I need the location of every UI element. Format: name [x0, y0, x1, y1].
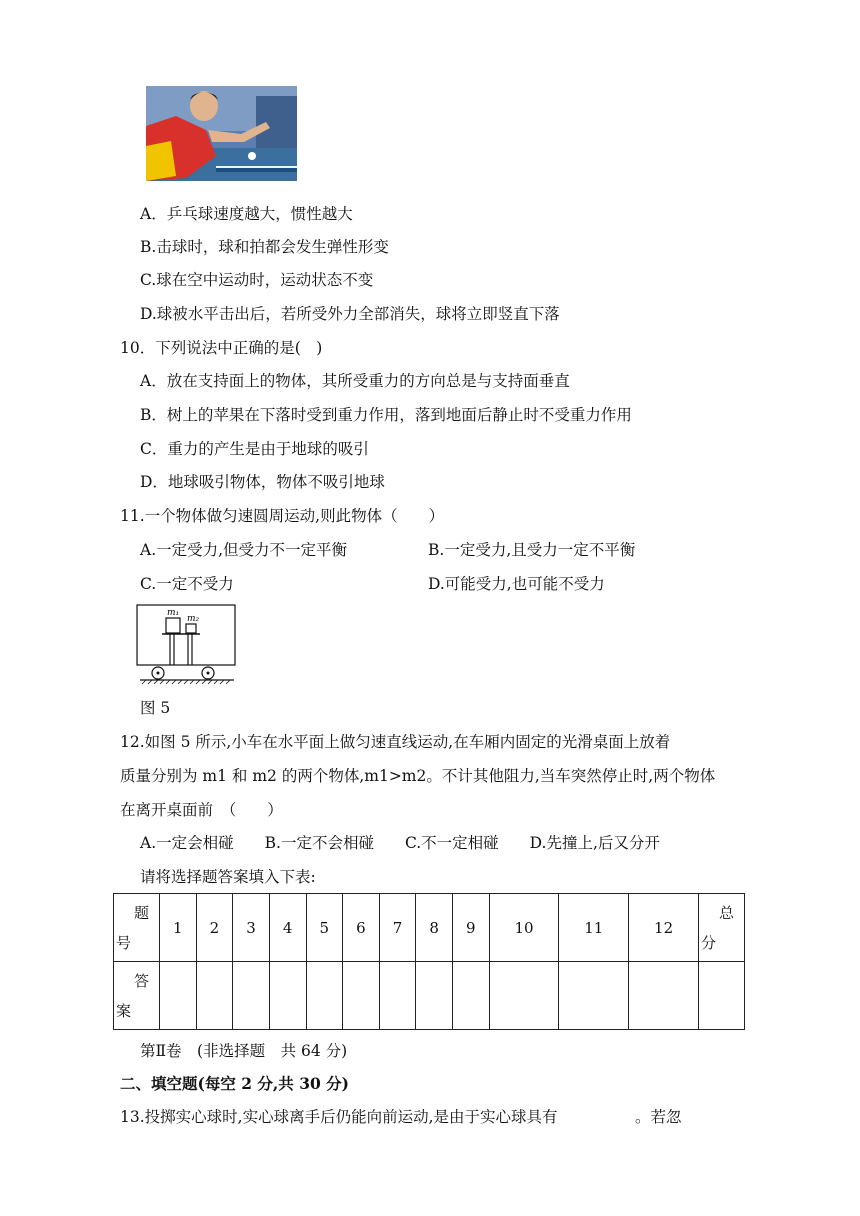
q10-option-a: A．放在支持面上的物体，其所受重力的方向总是与支持面垂直 [140, 372, 570, 390]
number-cell: 2 [196, 894, 233, 962]
number-cell: 10 [489, 894, 559, 962]
answer-table-instruction: 请将选择题答案填入下表: [140, 868, 316, 886]
q11-option-c: C.一定不受力 [140, 575, 234, 593]
answer-cell[interactable] [416, 962, 453, 1030]
number-cell: 12 [629, 894, 699, 962]
total-header-top: 总 [719, 903, 735, 922]
q11-option-d: D.可能受力,也可能不受力 [428, 575, 605, 593]
answer-header-bottom: 案 [116, 1001, 132, 1020]
q12-line-2: 质量分别为 m1 和 m2 的两个物体,m1>m2。不计其他阻力,当车突然停止时,两个物体 [120, 767, 716, 785]
answer-cell[interactable] [269, 962, 306, 1030]
figure-5-caption: 图 5 [140, 699, 171, 717]
q9-option-a: A．乒乓球速度越大，惯性越大 [140, 205, 353, 223]
answer-cell[interactable] [306, 962, 343, 1030]
table-tennis-photo [146, 86, 297, 186]
total-header-cell [699, 894, 745, 962]
figure-5-cart-diagram [136, 604, 238, 688]
number-cell: 6 [343, 894, 380, 962]
m1-label: m₁ [167, 608, 180, 618]
q11-option-b: B.一定受力,且受力一定不平衡 [428, 541, 636, 559]
number-header-cell [114, 894, 160, 962]
q12-options: A.一定会相碰 B.一定不会相碰 C.不一定相碰 D.先撞上,后又分开 [140, 834, 660, 852]
total-score-cell[interactable] [699, 962, 745, 1030]
q10-option-b: B．树上的苹果在下落时受到重力作用，落到地面后静止时不受重力作用 [140, 406, 632, 424]
q9-option-d: D.球被水平击出后，若所受外力全部消失，球将立即竖直下落 [140, 305, 560, 323]
answer-table-number-row [114, 894, 745, 962]
answer-cell[interactable] [233, 962, 270, 1030]
answer-table [113, 893, 745, 1030]
q12-line-3: 在离开桌面前 （ ） [120, 801, 283, 819]
q12-line-1: 12.如图 5 所示,小车在水平面上做匀速直线运动,在车厢内固定的光滑桌面上放着 [120, 733, 671, 751]
part-2-title: 第Ⅱ卷 (非选择题 共 64 分) [140, 1042, 348, 1060]
answer-cell[interactable] [453, 962, 490, 1030]
answer-cell[interactable] [379, 962, 416, 1030]
answer-cell[interactable] [196, 962, 233, 1030]
number-cell: 4 [269, 894, 306, 962]
q10-option-c: C．重力的产生是由于地球的吸引 [140, 440, 369, 458]
answer-table-answer-row [114, 962, 745, 1030]
q10-stem: 10．下列说法中正确的是( ) [120, 339, 323, 357]
section-2-heading: 二、填空题(每空 2 分,共 30 分) [120, 1074, 350, 1093]
m2-label: m₂ [187, 614, 200, 624]
number-header-bottom: 号 [116, 933, 132, 952]
q11-stem: 11.一个物体做匀速圆周运动,则此物体（ ） [120, 507, 445, 525]
answer-header-cell [114, 962, 160, 1030]
q9-option-b: B.击球时，球和拍都会发生弹性形变 [140, 238, 389, 256]
total-header-bottom: 分 [701, 933, 717, 952]
answer-cell[interactable] [160, 962, 197, 1030]
number-cell: 3 [233, 894, 270, 962]
answer-cell[interactable] [343, 962, 380, 1030]
answer-cell[interactable] [559, 962, 629, 1030]
number-cell: 11 [559, 894, 629, 962]
number-cell: 9 [453, 894, 490, 962]
number-cell: 8 [416, 894, 453, 962]
q13-stem: 13.投掷实心球时,实心球离手后仍能向前运动,是由于实心球具有 。若忽 [120, 1108, 682, 1126]
q9-option-c: C.球在空中运动时，运动状态不变 [140, 271, 374, 289]
answer-header-top: 答 [134, 971, 150, 990]
answer-cell[interactable] [489, 962, 559, 1030]
number-cell: 7 [379, 894, 416, 962]
number-header-top: 题 [134, 903, 150, 922]
number-cell: 5 [306, 894, 343, 962]
q10-option-d: D．地球吸引物体，物体不吸引地球 [140, 473, 385, 491]
answer-cell[interactable] [629, 962, 699, 1030]
number-cell: 1 [160, 894, 197, 962]
q11-option-a: A.一定受力,但受力不一定平衡 [140, 541, 348, 559]
